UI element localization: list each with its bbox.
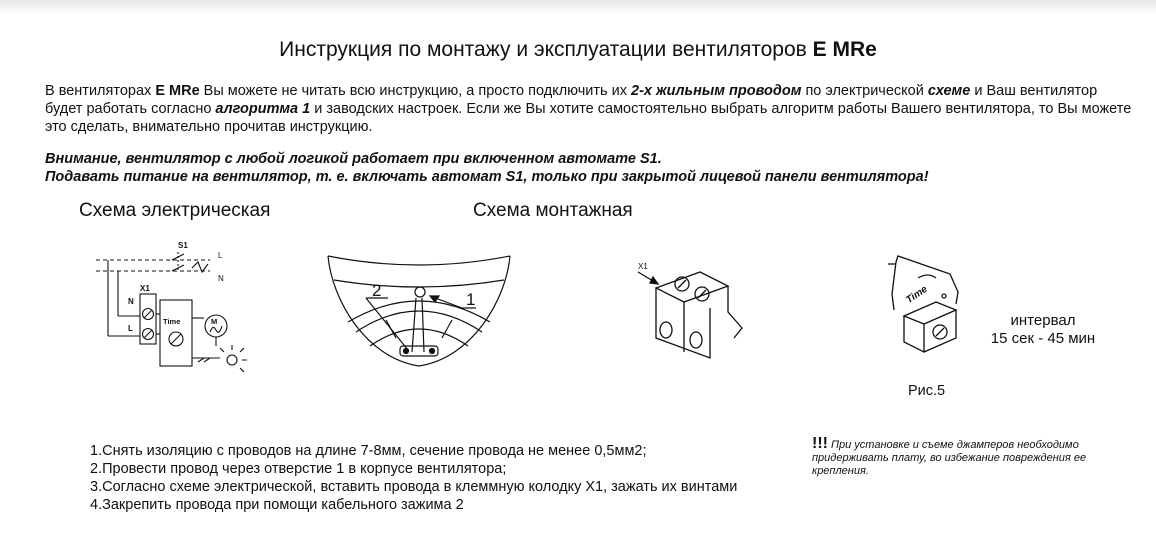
step-4: 4.Закрепить провода при помощи кабельного зажима 2 — [90, 497, 464, 513]
intro-run: по электрической — [801, 83, 928, 99]
interval-range: 15 сек - 45 мин — [990, 330, 1096, 347]
label-x1-terminal: X1 — [638, 262, 648, 271]
intro-run: и заводских настроек. Если же Вы хотите самостоятельно выбрать алгоритм работы Вашего вентилятора, то Вы можете это сделать, внимательно прочитав инструкцию. — [45, 101, 1132, 135]
label-s1: S1 — [178, 241, 188, 250]
fan-housing-diagram — [326, 250, 512, 372]
figure-caption: Рис.5 — [908, 383, 946, 399]
note-mark: !!! — [812, 435, 828, 452]
terminal-block-diagram — [634, 258, 752, 370]
intro-run: Вы можете не читать всю инструкцию, а просто подключить их — [199, 83, 631, 99]
step-1: 1.Снять изоляцию с проводов на длине 7-8мм, сечение провода не менее 0,5мм2; — [90, 443, 647, 459]
label-n: N — [128, 297, 134, 306]
warning-line-2: Подавать питание на вентилятор, т. е. включать автомат S1, только при закрытой лицевой панели вентилятора! — [45, 169, 929, 185]
timer-knob-diagram — [884, 248, 964, 360]
label-l-terminal: L — [128, 324, 133, 333]
label-motor: M — [211, 317, 218, 326]
intro-paragraph — [45, 82, 1135, 136]
warning-line-1: Внимание, вентилятор с любой логикой работает при включенном автомате S1. — [45, 151, 662, 167]
title-text: Инструкция по монтажу и эксплуатации вентиляторов — [279, 38, 813, 61]
step-3: 3.Согласно схеме электрической, вставить провода в клеммную колодку X1, зажать их винтами — [90, 479, 738, 495]
interval-title: интервал — [1010, 312, 1076, 329]
step-2: 2.Провести провод через отверстие 1 в корпусе вентилятора; — [90, 461, 507, 477]
electrical-schematic — [92, 238, 262, 378]
intro-run: В вентиляторах — [45, 83, 156, 99]
intro-run: 2-х жильным проводом — [631, 83, 802, 99]
jumper-note — [812, 437, 1142, 478]
intro-run: схеме — [927, 83, 971, 99]
interval-label — [978, 312, 1108, 348]
heading-mounting-scheme: Схема монтажная — [473, 200, 633, 221]
callout-1: 1 — [466, 290, 476, 309]
label-x1: X1 — [140, 284, 150, 293]
page-top-shading — [0, 0, 1156, 14]
label-time-knob: Time — [904, 283, 930, 306]
intro-run: E MRe — [155, 83, 200, 99]
note-text: При установке и съеме джамперов необходимо придерживать плату, во избежание повреждения ее крепления. — [812, 439, 1087, 477]
intro-run: и Ваш вентилятор будет работать согласно — [45, 83, 1098, 117]
callout-2: 2 — [372, 281, 382, 300]
label-n-supply: N — [218, 274, 224, 283]
label-l: L — [218, 251, 223, 260]
warning-block — [45, 150, 1135, 186]
intro-run: алгоритма 1 — [215, 101, 311, 117]
label-time: Time — [163, 317, 181, 326]
installation-steps — [90, 442, 737, 514]
page-title — [0, 38, 1156, 62]
title-model: E MRe — [812, 38, 877, 61]
heading-electrical-scheme: Схема электрическая — [79, 200, 271, 221]
